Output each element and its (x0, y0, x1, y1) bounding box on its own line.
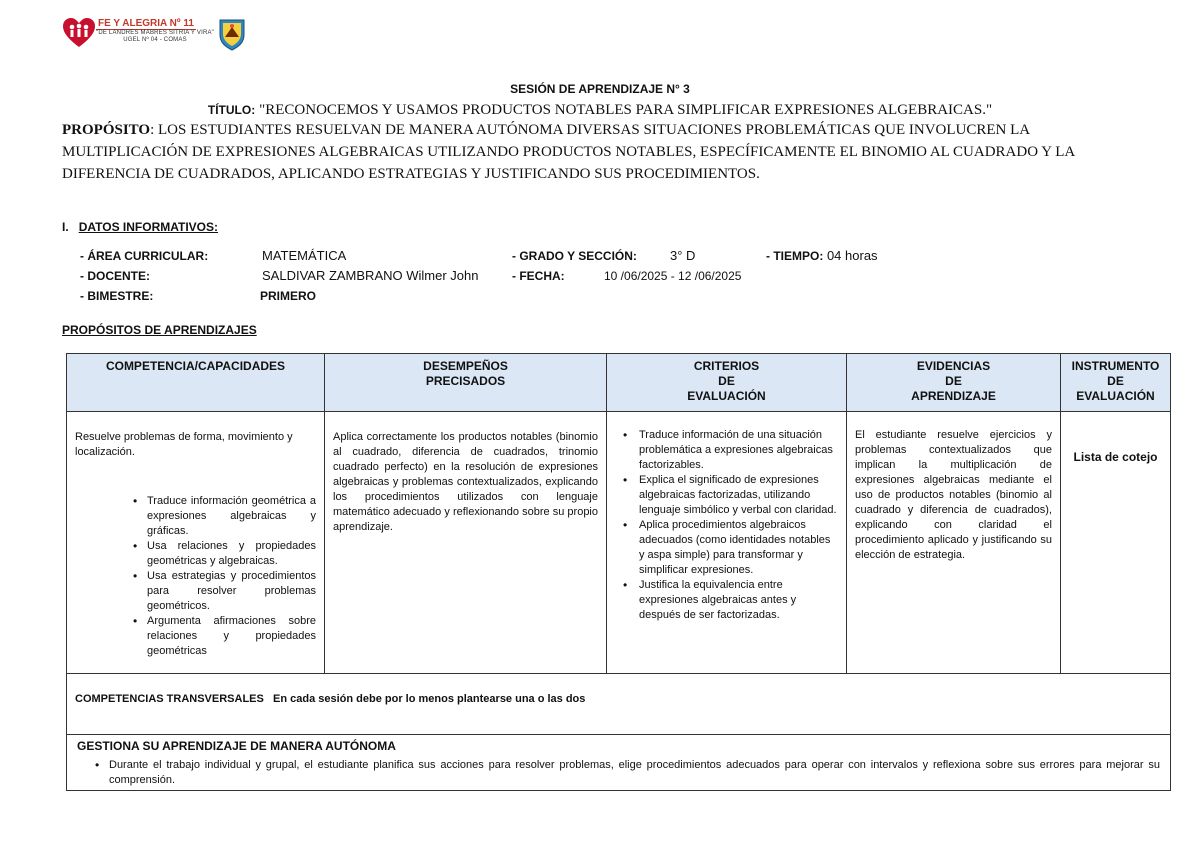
area-label: - ÁREA CURRICULAR: (80, 249, 209, 263)
gestiona-heading: GESTIONA SU APRENDIZAJE DE MANERA AUTÓNOMA (77, 739, 396, 753)
section-number: I. (62, 220, 69, 234)
purpose-label: PROPÓSITO (62, 122, 151, 138)
school-motto: "DE LANDRES MABRES SITRIA Y VIRA" (96, 30, 215, 36)
header-criterios (607, 354, 847, 412)
desempeno-cell (325, 412, 607, 674)
header-instrumento-line1: INSTRUMENTO (1071, 359, 1160, 373)
session-topic (0, 101, 1200, 119)
bimestre-label: - BIMESTRE: (80, 289, 154, 303)
transversales-row (67, 674, 1171, 735)
title-value: "RECONOCEMOS Y USAMOS PRODUCTOS NOTABLES PARA SIMPLIFICAR EXPRESIONES ALGEBRAICAS." (259, 102, 993, 118)
gestiona-cell (67, 735, 1171, 791)
list-item: • Usa estrategias y procedimientos para resolver problemas geométricos. (125, 569, 316, 614)
header-criterios-line1: CRITERIOS (693, 359, 760, 373)
instrumento-cell (1061, 412, 1171, 674)
transversales-label: COMPETENCIAS TRANSVERSALES (75, 693, 264, 705)
transversales-note: En cada sesión debe por lo menos plantearse una o las dos (273, 693, 586, 705)
list-item: • Argumenta afirmaciones sobre relaciones y propiedades geométricas (125, 614, 316, 659)
propositos-heading: PROPÓSITOS DE APRENDIZAJES (62, 323, 257, 337)
purpose-paragraph (62, 119, 1152, 185)
list-item: • Traduce información geométrica a expresiones algebraicas y gráficas. (125, 494, 316, 539)
list-item: • Aplica procedimientos algebraicos adecuados (como identidades notables y aspa simple) para transformar y simplificar expresiones. (615, 518, 838, 578)
desempeno-text: Aplica correctamente los productos notables (binomio al cuadrado, diferencia de cuadrados, trinomio cuadrado perfecto) en la resolución de expresiones algebraicas y problemas contextualizados, explicando los procedimientos utilizados con lenguaje matemático adecuado y reflexionando sobre su propio aprendizaje. (333, 431, 598, 533)
section-title: DATOS INFORMATIVOS: (78, 220, 219, 234)
instrumento-text: Lista de cotejo (1073, 450, 1158, 464)
session-title: SESIÓN DE APRENDIZAJE N° 3 (510, 82, 690, 96)
area-value: MATEMÁTICA (262, 248, 347, 263)
header-instrumento-line3: EVALUACIÓN (1076, 389, 1155, 403)
tiempo-label: - TIEMPO: (766, 249, 824, 263)
fecha-value: 10 /06/2025 - 12 /06/2025 (604, 269, 742, 283)
datos-heading (62, 220, 218, 234)
fecha-label: - FECHA: (512, 269, 565, 283)
purpose-text: : LOS ESTUDIANTES RESUELVAN DE MANERA AUTÓNOMA DIVERSAS SITUACIONES PROBLEMÁTICAS QUE INVOLUCREN LA MULTIPLICACIÓN DE EXPRESIONES ALGEBRAICAS UTILIZANDO PRODUCTOS NOTABLES, ESPECÍFICAMENTE EL BINOMIO AL CUADRADO Y LA DIFERENCIA DE CUADRADOS, APLICANDO ESTRATEGIAS Y JUSTIFICANDO SUS PROCEDIMIENTOS. (62, 122, 1075, 182)
gestiona-row (67, 735, 1171, 791)
bimestre-value: PRIMERO (260, 289, 317, 303)
list-item: • Justifica la equivalencia entre expresiones algebraicas antes y después de ser factorizadas. (615, 578, 838, 623)
header-desempenos-line1: DESEMPEÑOS (423, 359, 508, 373)
header-competencia (67, 354, 325, 412)
evidencia-text: El estudiante resuelve ejercicios y problemas contextualizados que implican la multiplicación de expresiones algebraicas mediante el uso de productos notables (binomio al cuadrado y diferencia de cuadrados), explicando con claridad el procedimiento aplicado y justificando su elección de estrategia. (855, 429, 1052, 561)
docente-value: SALDIVAR ZAMBRANO Wilmer John (262, 268, 479, 283)
list-item: • Durante el trabajo individual y grupal, el estudiante planifica sus acciones para resolver problemas, elige procedimientos adecuados para operar con intervalos y reflexiona sobre sus errores para mejorar su comprensión. (87, 758, 1160, 788)
header-evidencias-line1: EVIDENCIAS (916, 359, 991, 373)
school-name: FE Y ALEGRIA Nº 11 (98, 18, 194, 29)
list-item: • Explica el significado de expresiones algebraicas factorizadas, utilizando lenguaje simbólico y verbal con claridad. (615, 473, 838, 518)
header-desempenos (325, 354, 607, 412)
header-criterios-line3: EVALUACIÓN (687, 389, 766, 403)
header-desempenos-line2: PRECISADOS (425, 374, 506, 388)
docente-label: - DOCENTE: (80, 269, 150, 283)
capacidades-list (75, 494, 316, 659)
tiempo-field (766, 248, 878, 263)
criterios-cell (607, 412, 847, 674)
competencia-text: Resuelve problemas de forma, movimiento y localización. (75, 431, 293, 458)
header-instrumento (1061, 354, 1171, 412)
list-item: • Traduce información de una situación problemática a expresiones algebraicas factorizables. (615, 428, 838, 473)
criterios-list (615, 428, 838, 623)
header-instrumento-line2: DE (1107, 374, 1124, 388)
table-header-row (67, 354, 1171, 412)
list-item: • Usa relaciones y propiedades geométricas y algebraicas. (125, 539, 316, 569)
crest-icon (217, 17, 247, 51)
gestiona-list (77, 758, 1160, 788)
transversales-cell (67, 674, 1171, 735)
grado-label: - GRADO Y SECCIÓN: (512, 249, 637, 263)
tiempo-value: 04 horas (826, 248, 878, 263)
school-name-block (96, 18, 214, 44)
learning-purposes-table (66, 353, 1171, 791)
header-evidencias (847, 354, 1061, 412)
header-criterios-line2: DE (718, 374, 735, 388)
header-competencia-text: COMPETENCIA/CAPACIDADES (105, 359, 286, 373)
title-label: TÍTULO: (207, 103, 256, 117)
grado-value: 3° D (670, 248, 696, 263)
table-content-row (67, 412, 1171, 674)
competencia-cell (67, 412, 325, 674)
header-evidencias-line2: DE (945, 374, 962, 388)
school-logo-icon (62, 18, 96, 48)
header-evidencias-line3: APRENDIZAJE (911, 389, 996, 403)
school-ugel: UGEL Nº 04 - COMAS (123, 37, 187, 43)
evidencia-cell (847, 412, 1061, 674)
